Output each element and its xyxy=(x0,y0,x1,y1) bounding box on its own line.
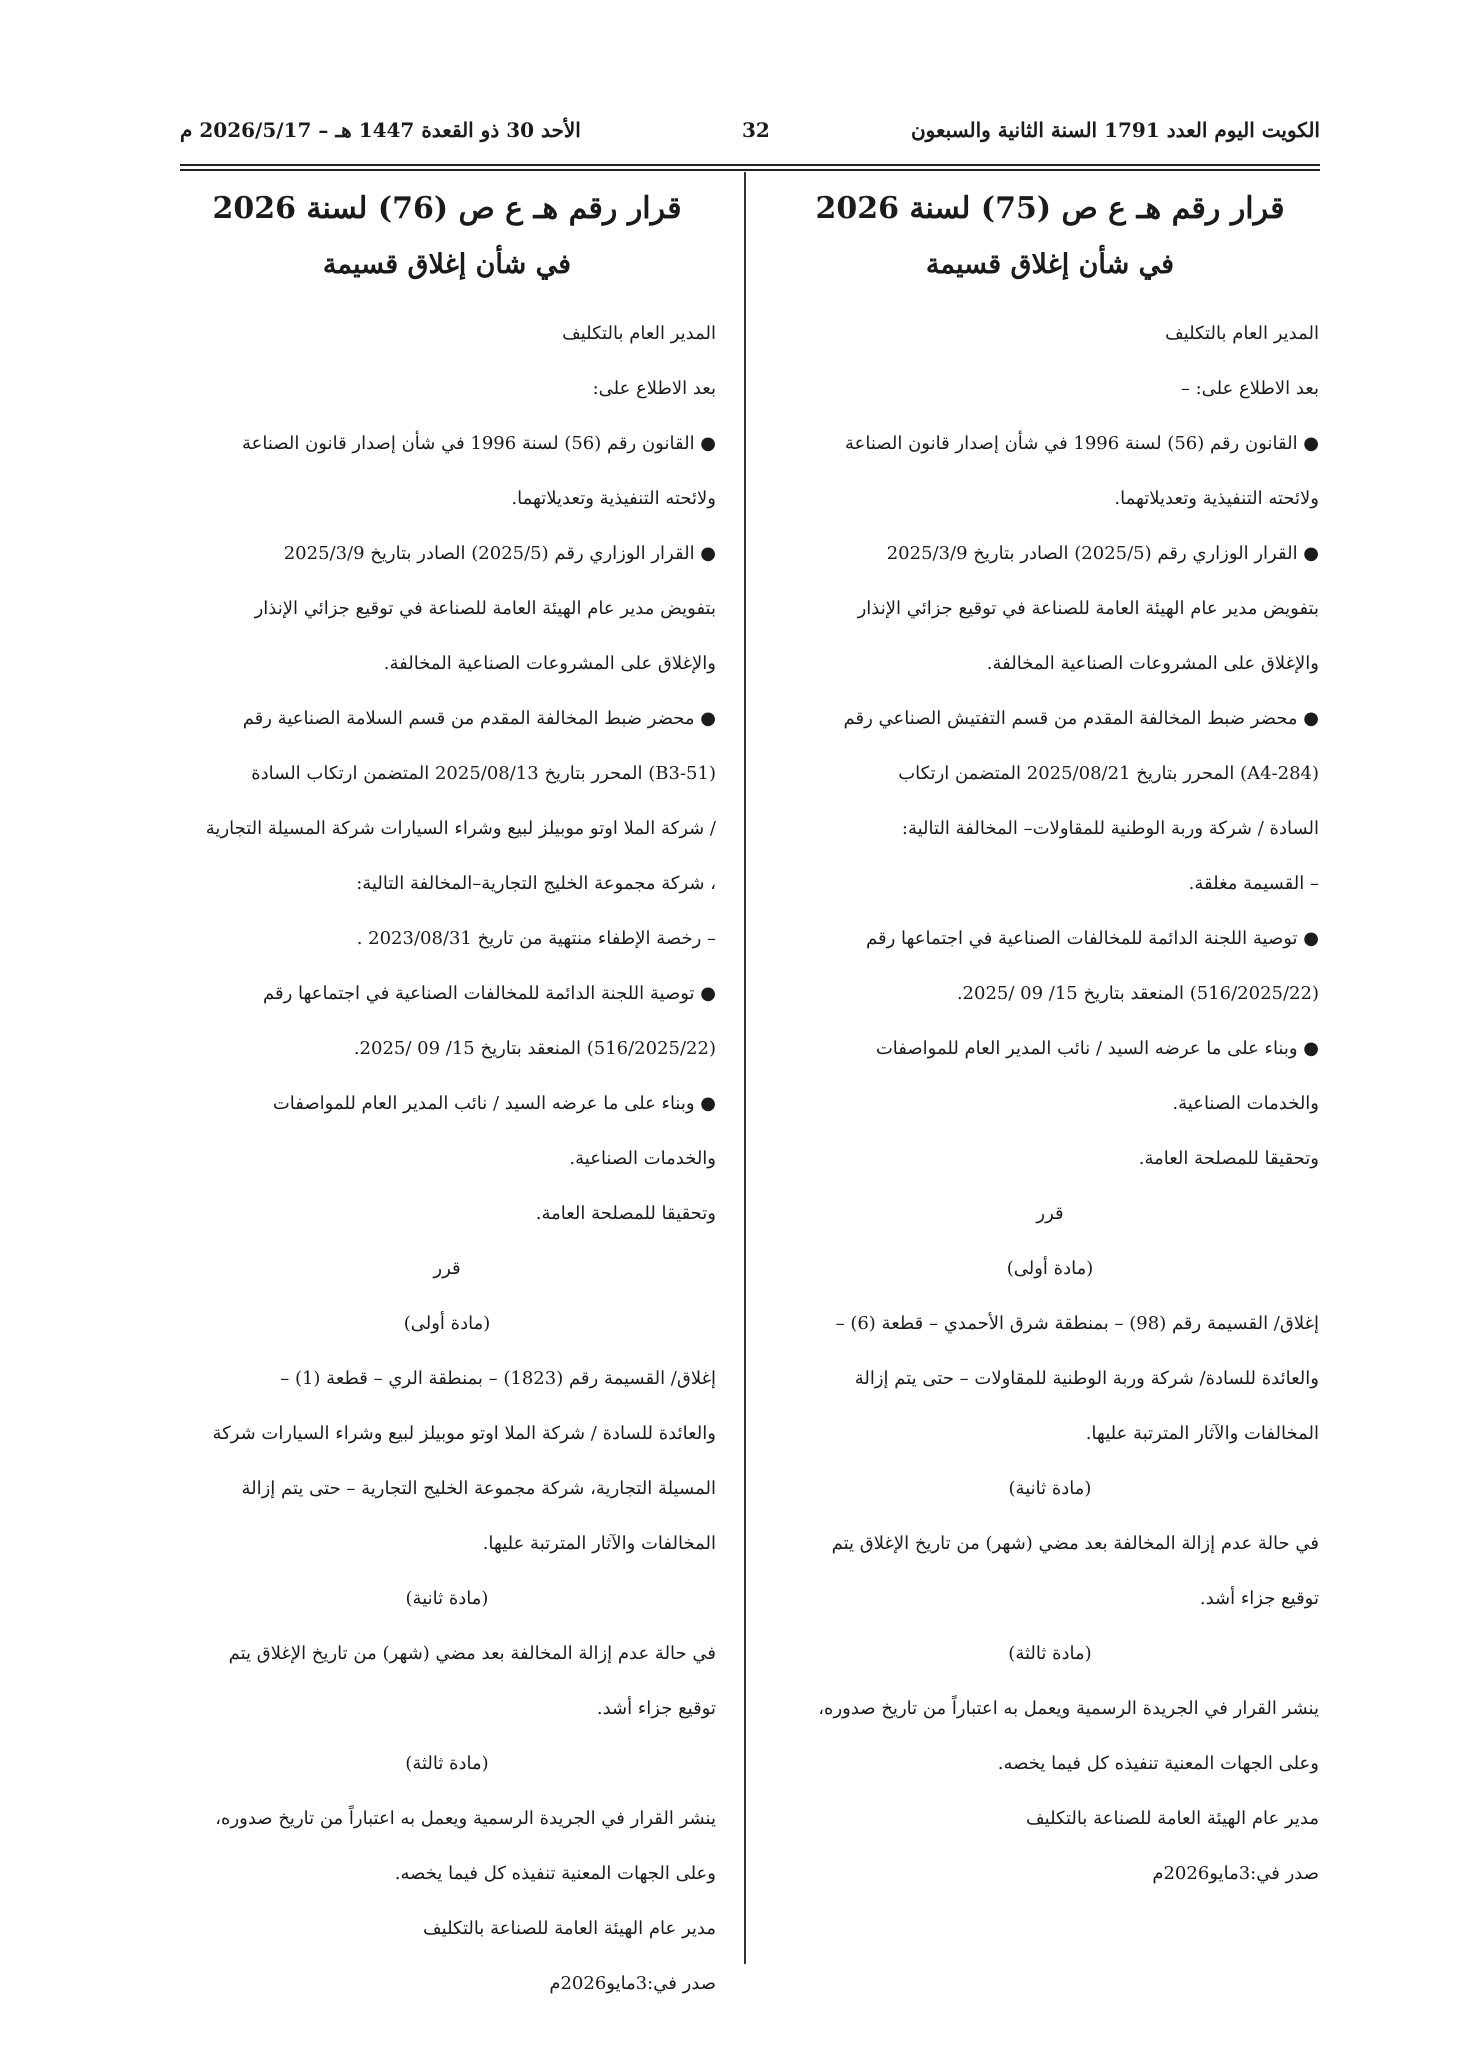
text-line: بتفويض مدير عام الهيئة العامة للصناعة في توقيع جزائي الإنذار xyxy=(857,597,1319,619)
text-line: ● توصية اللجنة الدائمة للمخالفات الصناعية في اجتماعها رقم xyxy=(263,982,716,1004)
text-line: المخالفات والآثار المترتبة عليها. xyxy=(1085,1422,1319,1444)
text-line: إغلاق/ القسيمة رقم (98) – بمنطقة شرق الأحمدي – قطعة (6) – xyxy=(835,1312,1319,1334)
after-review: بعد الاطلاع على: xyxy=(592,377,716,399)
text-line: (516/2025/22) المنعقد بتاريخ 15/ 09 /2025. xyxy=(353,1037,716,1059)
text-line: ● وبناء على ما عرضه السيد / نائب المدير العام للمواصفات xyxy=(875,1037,1319,1059)
decided-heading: قرر xyxy=(1036,1202,1064,1224)
text-line: والخدمات الصناعية. xyxy=(1172,1092,1319,1114)
article-1-heading: (مادة أولى) xyxy=(403,1312,491,1334)
text-line: في حالة عدم إزالة المخالفة بعد مضي (شهر) من تاريخ الإغلاق يتم xyxy=(831,1532,1319,1554)
text-line: توقيع جزاء أشد. xyxy=(596,1697,716,1719)
text-line: المسيلة التجارية، شركة مجموعة الخليج التجارية – حتى يتم إزالة xyxy=(241,1477,716,1499)
text-line: ● القانون رقم (56) لسنة 1996 في شأن إصدار قانون الصناعة xyxy=(241,432,716,454)
after-review: بعد الاطلاع على: – xyxy=(1180,377,1319,399)
decided-heading: قرر xyxy=(433,1257,461,1279)
text-line: والعائدة للسادة/ شركة وربة الوطنية للمقاولات – حتى يتم إزالة xyxy=(854,1367,1319,1389)
issue-note: صدر في:3مايو2026م xyxy=(1152,1862,1319,1884)
text-line: ● محضر ضبط المخالفة المقدم من قسم التفتيش الصناعي رقم xyxy=(843,707,1319,729)
text-line: ولائحته التنفيذية وتعديلاتهما. xyxy=(511,487,716,509)
text-line: ولائحته التنفيذية وتعديلاتهما. xyxy=(1114,487,1319,509)
decision-76 xyxy=(178,172,716,2011)
text-line: (A4-284) المحرر بتاريخ 2025/08/21 المتضمن ارتكاب xyxy=(898,762,1319,784)
text-line: والخدمات الصناعية. xyxy=(569,1147,716,1169)
header-rule-bottom xyxy=(180,169,1320,171)
text-line: / شركة الملا اوتو موبيلز لبيع وشراء السيارات شركة المسيلة التجارية xyxy=(205,817,716,839)
text-line: والإغلاق على المشروعات الصناعية المخالفة. xyxy=(383,652,716,674)
text-line: المخالفات والآثار المترتبة عليها. xyxy=(482,1532,716,1554)
text-line: ينشر القرار في الجريدة الرسمية ويعمل به اعتباراً من تاريخ صدوره، xyxy=(215,1807,716,1829)
header-rule-top xyxy=(180,164,1320,166)
text-line: والعائدة للسادة / شركة الملا اوتو موبيلز لبيع وشراء السيارات شركة xyxy=(212,1422,716,1444)
signer: مدير عام الهيئة العامة للصناعة بالتكليف xyxy=(1026,1807,1319,1829)
page-header xyxy=(180,118,1320,158)
text-line: – رخصة الإطفاء منتهية من تاريخ 2023/08/31 . xyxy=(356,927,716,949)
text-line: وعلى الجهات المعنية تنفيذه كل فيما يخصه. xyxy=(997,1752,1319,1774)
text-line: ● القرار الوزاري رقم (2025/5) الصادر بتاريخ 2025/3/9 xyxy=(283,542,716,564)
decision-title: قرار رقم هـ ع ص (76) لسنة 2026 xyxy=(212,191,682,226)
text-line: ● محضر ضبط المخالفة المقدم من قسم السلامة الصناعية رقم xyxy=(242,707,716,729)
issue-date: الأحد 30 ذو القعدة 1447 هـ – 2026/5/17 م xyxy=(180,118,581,142)
signer: مدير عام الهيئة العامة للصناعة بالتكليف xyxy=(423,1917,716,1939)
text-line: ، شركة مجموعة الخليج التجارية–المخالفة التالية: xyxy=(356,872,716,894)
article-2-heading: (مادة ثانية) xyxy=(405,1587,489,1609)
decision-75 xyxy=(781,172,1319,1901)
text-line: توقيع جزاء أشد. xyxy=(1199,1587,1319,1609)
text-line: إغلاق/ القسيمة رقم (1823) – بمنطقة الري – قطعة (1) – xyxy=(280,1367,716,1389)
decision-title: قرار رقم هـ ع ص (75) لسنة 2026 xyxy=(815,191,1285,226)
text-line: (B3-51) المحرر بتاريخ 2025/08/13 المتضمن ارتكاب السادة xyxy=(251,762,716,784)
article-2-heading: (مادة ثانية) xyxy=(1008,1477,1092,1499)
article-1-heading: (مادة أولى) xyxy=(1006,1257,1094,1279)
decision-subtitle: في شأن إغلاق قسيمة xyxy=(322,249,572,280)
article-3-heading: (مادة ثالثة) xyxy=(405,1752,489,1774)
text-line: ● وبناء على ما عرضه السيد / نائب المدير العام للمواصفات xyxy=(272,1092,716,1114)
text-line: ● القانون رقم (56) لسنة 1996 في شأن إصدار قانون الصناعة xyxy=(844,432,1319,454)
text-line: وعلى الجهات المعنية تنفيذه كل فيما يخصه. xyxy=(394,1862,716,1884)
text-line: السادة / شركة وربة الوطنية للمقاولات– المخالفة التالية: xyxy=(901,817,1319,839)
article-3-heading: (مادة ثالثة) xyxy=(1008,1642,1092,1664)
column-divider xyxy=(744,172,746,1964)
text-line: في حالة عدم إزالة المخالفة بعد مضي (شهر) من تاريخ الإغلاق يتم xyxy=(228,1642,716,1664)
authority: المدير العام بالتكليف xyxy=(562,322,716,344)
text-line: بتفويض مدير عام الهيئة العامة للصناعة في توقيع جزائي الإنذار xyxy=(254,597,716,619)
text-line: والإغلاق على المشروعات الصناعية المخالفة. xyxy=(986,652,1319,674)
text-line: وتحقيقا للمصلحة العامة. xyxy=(1138,1147,1319,1169)
gazette-issue: الكويت اليوم العدد 1791 السنة الثانية والسبعون xyxy=(910,118,1320,142)
text-line: ينشر القرار في الجريدة الرسمية ويعمل به اعتباراً من تاريخ صدوره، xyxy=(818,1697,1319,1719)
text-line: وتحقيقا للمصلحة العامة. xyxy=(535,1202,716,1224)
text-line: – القسيمة مغلقة. xyxy=(1188,872,1319,894)
page-number: 32 xyxy=(742,118,770,142)
text-line: (516/2025/22) المنعقد بتاريخ 15/ 09 /2025. xyxy=(956,982,1319,1004)
decision-subtitle: في شأن إغلاق قسيمة xyxy=(925,249,1175,280)
authority: المدير العام بالتكليف xyxy=(1165,322,1319,344)
text-line: ● توصية اللجنة الدائمة للمخالفات الصناعية في اجتماعها رقم xyxy=(866,927,1319,949)
text-line: ● القرار الوزاري رقم (2025/5) الصادر بتاريخ 2025/3/9 xyxy=(886,542,1319,564)
issue-note: صدر في:3مايو2026م xyxy=(549,1972,716,1994)
